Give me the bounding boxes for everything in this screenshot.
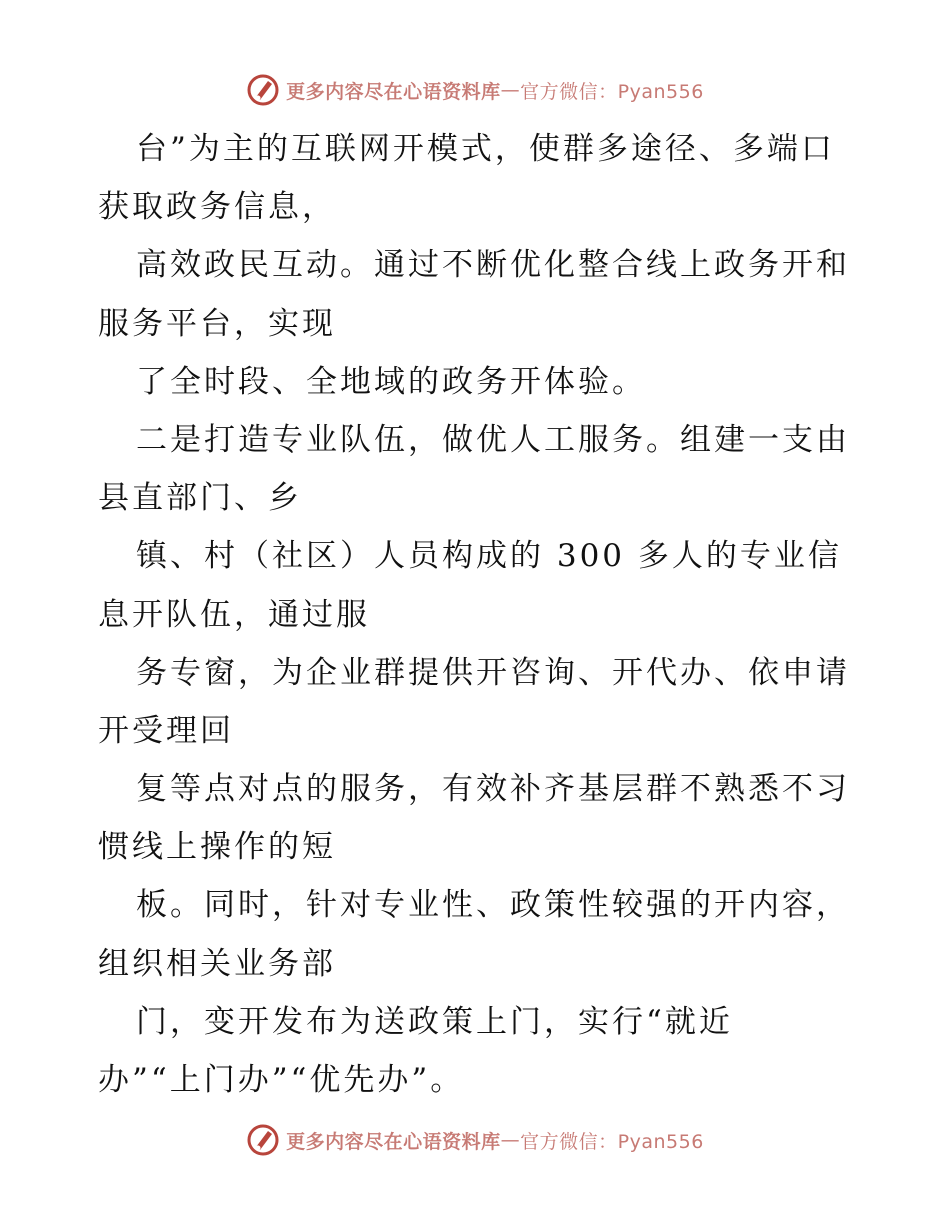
body-line: 镇、村（社区）人员构成的 300 多人的专业信	[136, 538, 842, 575]
header-contact-text: 官方微信：Pyan556	[520, 80, 704, 103]
body-line: 获取政务信息，	[98, 189, 336, 226]
body-line: 组织相关业务部	[98, 945, 336, 982]
body-line: 息开队伍，通过服	[98, 596, 370, 633]
body-line: 县直部门、乡	[98, 480, 302, 517]
footer-contact-text: 官方微信：Pyan556	[520, 1130, 704, 1153]
body-line: 门，变开发布为送政策上门，实行“就近	[136, 1003, 733, 1040]
header-brand-text: 更多内容尽在心语资料库	[286, 80, 501, 103]
footer-brand-text: 更多内容尽在心语资料库	[286, 1130, 501, 1153]
body-line: 服务平台，实现	[98, 305, 336, 342]
body-line: 务专窗，为企业群提供开咨询、开代办、依申请	[136, 654, 850, 691]
body-line: 板。同时，针对专业性、政策性较强的开内容，	[136, 887, 850, 924]
header-separator: —	[500, 79, 521, 101]
footer-separator: —	[500, 1129, 521, 1151]
body-line: 办”“上门办”“优先办”。	[98, 1062, 465, 1098]
body-line: 二是打造专业队伍，做优人工服务。组建一支由	[136, 421, 850, 458]
header-banner	[0, 72, 950, 108]
body-line: 高效政民互动。通过不断优化整合线上政务开和	[136, 247, 850, 284]
footer-banner	[0, 1122, 950, 1158]
body-line: 复等点对点的服务，有效补齐基层群不熟悉不习	[136, 771, 850, 808]
body-line: 开受理回	[98, 712, 234, 749]
document-body	[98, 120, 858, 1109]
body-line: 台”为主的互联网开模式，使群多途径、多端口	[136, 131, 835, 167]
body-line: 了全时段、全地域的政务开体验。	[136, 363, 646, 400]
body-line: 惯线上操作的短	[98, 829, 336, 866]
brand-logo-icon	[246, 73, 280, 107]
brand-logo-icon	[246, 1123, 280, 1157]
